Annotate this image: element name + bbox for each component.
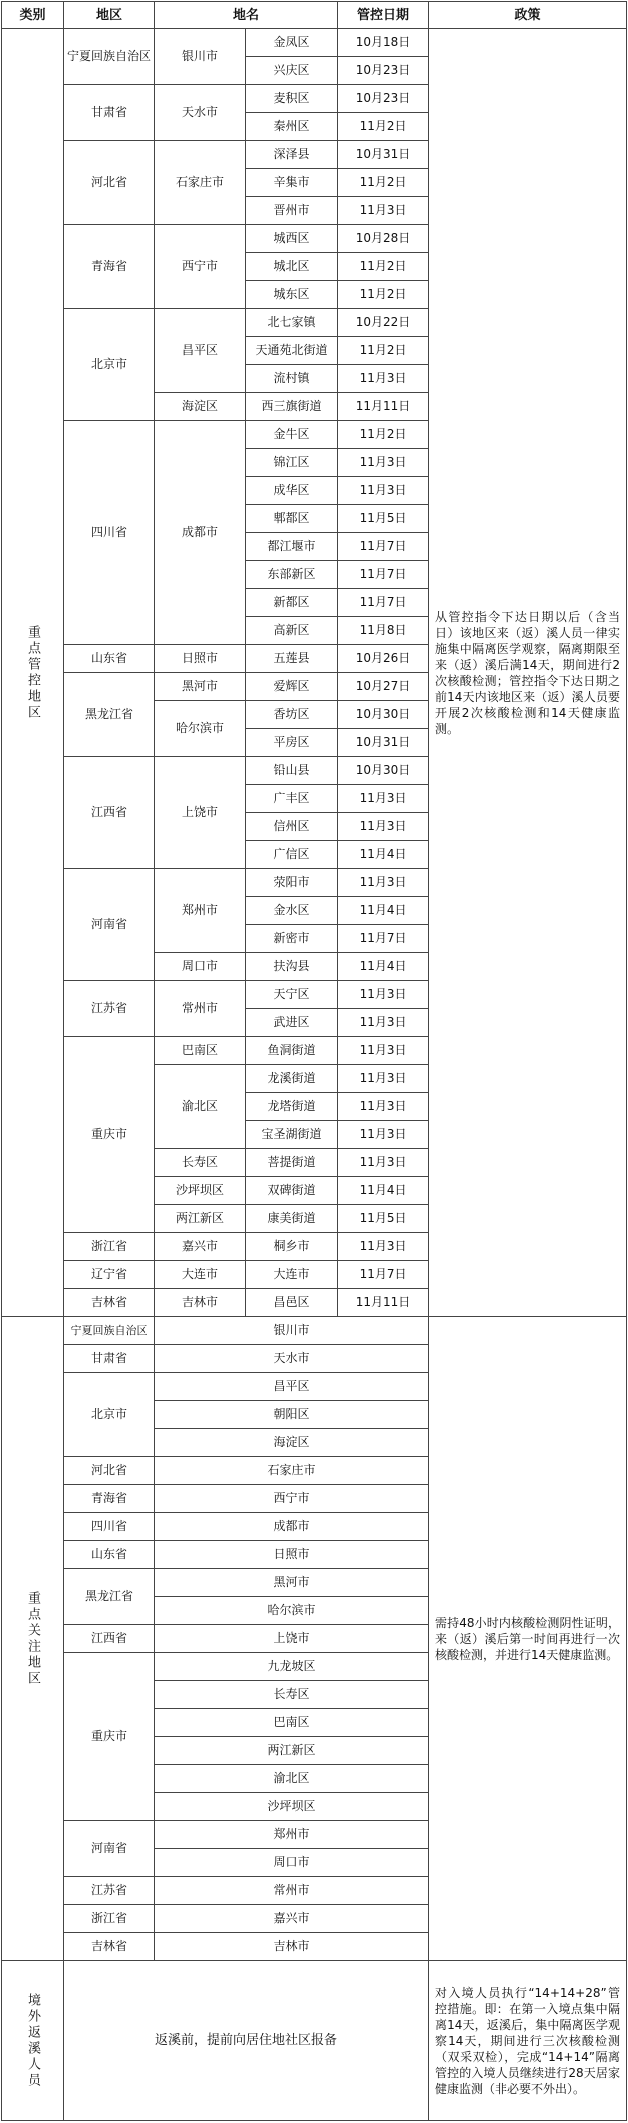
district-cell: 武进区	[246, 1009, 338, 1037]
header-date: 管控日期	[338, 2, 429, 29]
province-cell: 山东省	[64, 1541, 155, 1569]
place-cell: 银川市	[155, 1317, 429, 1345]
province-cell: 北京市	[64, 309, 155, 421]
policy-cell-control: 从管控指令下达日期以后（含当日）该地区来（返）溪人员一律实施集中隔离医学观察，隔离期限至来（返）溪后满14天，期间进行2次核酸检测；管控指令下达日期之前14天内该地区来（返）溪人员要开展2次核酸检测和14天健康监测。	[429, 29, 627, 1317]
table-row	[2, 29, 627, 57]
date-cell: 11月11日	[338, 393, 429, 421]
policy-cell-attention: 需持48小时内核酸检测阴性证明，来（返）溪后第一时间再进行一次核酸检测，并进行14天健康监测。	[429, 1317, 627, 1961]
district-cell: 五莲县	[246, 645, 338, 673]
district-cell: 都江堰市	[246, 533, 338, 561]
province-cell: 青海省	[64, 1485, 155, 1513]
date-cell: 10月27日	[338, 673, 429, 701]
date-cell: 11月3日	[338, 365, 429, 393]
place-cell: 长寿区	[155, 1681, 429, 1709]
district-cell: 新密市	[246, 925, 338, 953]
date-cell: 11月2日	[338, 113, 429, 141]
province-cell: 重庆市	[64, 1653, 155, 1821]
district-cell: 香坊区	[246, 701, 338, 729]
date-cell: 11月2日	[338, 337, 429, 365]
date-cell: 11月3日	[338, 981, 429, 1009]
district-cell: 辛集市	[246, 169, 338, 197]
province-cell: 河北省	[64, 141, 155, 225]
city-cell: 大连市	[155, 1261, 246, 1289]
city-cell: 吉林市	[155, 1289, 246, 1317]
date-cell: 11月3日	[338, 1233, 429, 1261]
district-cell: 新都区	[246, 589, 338, 617]
date-cell: 11月3日	[338, 813, 429, 841]
date-cell: 10月23日	[338, 57, 429, 85]
date-cell: 11月2日	[338, 169, 429, 197]
province-cell: 吉林省	[64, 1289, 155, 1317]
category-cell-overseas: 境外返溪人员	[2, 1961, 64, 2121]
date-cell: 11月4日	[338, 1177, 429, 1205]
district-cell: 锦江区	[246, 449, 338, 477]
date-cell: 10月31日	[338, 729, 429, 757]
city-cell: 银川市	[155, 29, 246, 85]
district-cell: 天宁区	[246, 981, 338, 1009]
date-cell: 11月3日	[338, 869, 429, 897]
date-cell: 10月30日	[338, 757, 429, 785]
place-cell: 九龙坡区	[155, 1653, 429, 1681]
place-cell: 石家庄市	[155, 1457, 429, 1485]
place-cell: 西宁市	[155, 1485, 429, 1513]
date-cell: 11月2日	[338, 421, 429, 449]
city-cell: 海淀区	[155, 393, 246, 421]
city-cell: 西宁市	[155, 225, 246, 309]
place-cell: 吉林市	[155, 1933, 429, 1961]
province-cell: 甘肃省	[64, 85, 155, 141]
place-cell: 渝北区	[155, 1765, 429, 1793]
district-cell: 鱼洞街道	[246, 1037, 338, 1065]
category-cell-attention: 重点关注地区	[2, 1317, 64, 1961]
date-cell: 11月4日	[338, 841, 429, 869]
city-cell: 成都市	[155, 421, 246, 645]
province-cell: 江西省	[64, 1625, 155, 1653]
district-cell: 荥阳市	[246, 869, 338, 897]
district-cell: 晋州市	[246, 197, 338, 225]
district-cell: 铅山县	[246, 757, 338, 785]
header-policy: 政策	[429, 2, 627, 29]
city-cell: 长寿区	[155, 1149, 246, 1177]
province-cell: 河南省	[64, 869, 155, 981]
province-cell: 青海省	[64, 225, 155, 309]
district-cell: 大连市	[246, 1261, 338, 1289]
city-cell: 两江新区	[155, 1205, 246, 1233]
district-cell: 天通苑北街道	[246, 337, 338, 365]
place-cell: 上饶市	[155, 1625, 429, 1653]
district-cell: 昌邑区	[246, 1289, 338, 1317]
district-cell: 西三旗街道	[246, 393, 338, 421]
date-cell: 11月3日	[338, 785, 429, 813]
province-cell: 黑龙江省	[64, 673, 155, 757]
district-cell: 龙溪街道	[246, 1065, 338, 1093]
province-cell: 江苏省	[64, 1877, 155, 1905]
place-cell: 周口市	[155, 1849, 429, 1877]
district-cell: 城北区	[246, 253, 338, 281]
place-cell: 海淀区	[155, 1429, 429, 1457]
date-cell: 11月3日	[338, 449, 429, 477]
province-cell: 宁夏回族自治区	[64, 1317, 155, 1345]
district-cell: 郫都区	[246, 505, 338, 533]
date-cell: 11月3日	[338, 477, 429, 505]
date-cell: 10月18日	[338, 29, 429, 57]
district-cell: 东部新区	[246, 561, 338, 589]
date-cell: 11月7日	[338, 925, 429, 953]
province-cell: 甘肃省	[64, 1345, 155, 1373]
city-cell: 周口市	[155, 953, 246, 981]
district-cell: 北七家镇	[246, 309, 338, 337]
date-cell: 11月7日	[338, 589, 429, 617]
province-cell: 吉林省	[64, 1933, 155, 1961]
policy-cell-overseas: 对入境人员执行“14+14+28”管控措施。即：在第一入境点集中隔离14天，返溪后，集中隔离医学观察14天，期间进行三次核酸检测（双采双检），完成“14+14”隔离管控的入境人员继续进行28天居家健康监测（非必要不外出）。	[429, 1961, 627, 2121]
district-cell: 城东区	[246, 281, 338, 309]
province-cell: 辽宁省	[64, 1261, 155, 1289]
table-row	[2, 1317, 627, 1345]
province-cell: 江西省	[64, 757, 155, 869]
overseas-note-cell: 返溪前，提前向居住地社区报备	[64, 1961, 429, 2121]
date-cell: 11月7日	[338, 533, 429, 561]
city-cell: 郑州市	[155, 869, 246, 953]
district-cell: 广丰区	[246, 785, 338, 813]
date-cell: 11月2日	[338, 281, 429, 309]
date-cell: 11月5日	[338, 1205, 429, 1233]
date-cell: 11月3日	[338, 1121, 429, 1149]
city-cell: 石家庄市	[155, 141, 246, 225]
province-cell: 黑龙江省	[64, 1569, 155, 1625]
place-cell: 黑河市	[155, 1569, 429, 1597]
date-cell: 11月7日	[338, 561, 429, 589]
province-cell: 江苏省	[64, 981, 155, 1037]
date-cell: 11月8日	[338, 617, 429, 645]
city-cell: 巴南区	[155, 1037, 246, 1065]
district-cell: 广信区	[246, 841, 338, 869]
place-cell: 两江新区	[155, 1737, 429, 1765]
header-region: 地区	[64, 2, 155, 29]
city-cell: 哈尔滨市	[155, 701, 246, 757]
province-cell: 北京市	[64, 1373, 155, 1457]
date-cell: 11月5日	[338, 505, 429, 533]
header-category: 类别	[2, 2, 64, 29]
place-cell: 郑州市	[155, 1821, 429, 1849]
district-cell: 秦州区	[246, 113, 338, 141]
district-cell: 金牛区	[246, 421, 338, 449]
city-cell: 黑河市	[155, 673, 246, 701]
district-cell: 康美街道	[246, 1205, 338, 1233]
date-cell: 11月3日	[338, 1149, 429, 1177]
date-cell: 11月3日	[338, 197, 429, 225]
province-cell: 河北省	[64, 1457, 155, 1485]
date-cell: 11月4日	[338, 897, 429, 925]
date-cell: 11月3日	[338, 1037, 429, 1065]
province-cell: 四川省	[64, 1513, 155, 1541]
district-cell: 麦积区	[246, 85, 338, 113]
district-cell: 金水区	[246, 897, 338, 925]
place-cell: 成都市	[155, 1513, 429, 1541]
date-cell: 11月3日	[338, 1093, 429, 1121]
city-cell: 常州市	[155, 981, 246, 1037]
date-cell: 11月3日	[338, 1065, 429, 1093]
date-cell: 10月31日	[338, 141, 429, 169]
district-cell: 成华区	[246, 477, 338, 505]
district-cell: 爱辉区	[246, 673, 338, 701]
city-cell: 昌平区	[155, 309, 246, 393]
province-cell: 浙江省	[64, 1905, 155, 1933]
city-cell: 天水市	[155, 85, 246, 141]
province-cell: 河南省	[64, 1821, 155, 1877]
date-cell: 11月7日	[338, 1261, 429, 1289]
district-cell: 信州区	[246, 813, 338, 841]
place-cell: 日照市	[155, 1541, 429, 1569]
district-cell: 宝圣湖街道	[246, 1121, 338, 1149]
district-cell: 流村镇	[246, 365, 338, 393]
header-row	[2, 2, 627, 29]
province-cell: 宁夏回族自治区	[64, 29, 155, 85]
date-cell: 11月11日	[338, 1289, 429, 1317]
place-cell: 天水市	[155, 1345, 429, 1373]
province-cell: 四川省	[64, 421, 155, 645]
city-cell: 渝北区	[155, 1065, 246, 1149]
date-cell: 11月3日	[338, 1009, 429, 1037]
date-cell: 10月30日	[338, 701, 429, 729]
city-cell: 嘉兴市	[155, 1233, 246, 1261]
place-cell: 朝阳区	[155, 1401, 429, 1429]
district-cell: 兴庆区	[246, 57, 338, 85]
table-row	[2, 1961, 627, 2121]
district-cell: 菩提街道	[246, 1149, 338, 1177]
place-cell: 常州市	[155, 1877, 429, 1905]
city-cell: 沙坪坝区	[155, 1177, 246, 1205]
regional-control-table	[1, 1, 627, 2121]
place-cell: 哈尔滨市	[155, 1597, 429, 1625]
place-cell: 昌平区	[155, 1373, 429, 1401]
district-cell: 金凤区	[246, 29, 338, 57]
district-cell: 扶沟县	[246, 953, 338, 981]
date-cell: 10月26日	[338, 645, 429, 673]
city-cell: 日照市	[155, 645, 246, 673]
header-place: 地名	[155, 2, 338, 29]
province-cell: 重庆市	[64, 1037, 155, 1233]
district-cell: 深泽县	[246, 141, 338, 169]
date-cell: 11月2日	[338, 253, 429, 281]
district-cell: 平房区	[246, 729, 338, 757]
place-cell: 嘉兴市	[155, 1905, 429, 1933]
place-cell: 沙坪坝区	[155, 1793, 429, 1821]
city-cell: 上饶市	[155, 757, 246, 869]
province-cell: 山东省	[64, 645, 155, 673]
place-cell: 巴南区	[155, 1709, 429, 1737]
district-cell: 双碑街道	[246, 1177, 338, 1205]
district-cell: 高新区	[246, 617, 338, 645]
date-cell: 10月22日	[338, 309, 429, 337]
date-cell: 11月4日	[338, 953, 429, 981]
district-cell: 龙塔街道	[246, 1093, 338, 1121]
date-cell: 10月28日	[338, 225, 429, 253]
province-cell: 浙江省	[64, 1233, 155, 1261]
date-cell: 10月23日	[338, 85, 429, 113]
district-cell: 城西区	[246, 225, 338, 253]
category-cell-control: 重点管控地区	[2, 29, 64, 1317]
district-cell: 桐乡市	[246, 1233, 338, 1261]
